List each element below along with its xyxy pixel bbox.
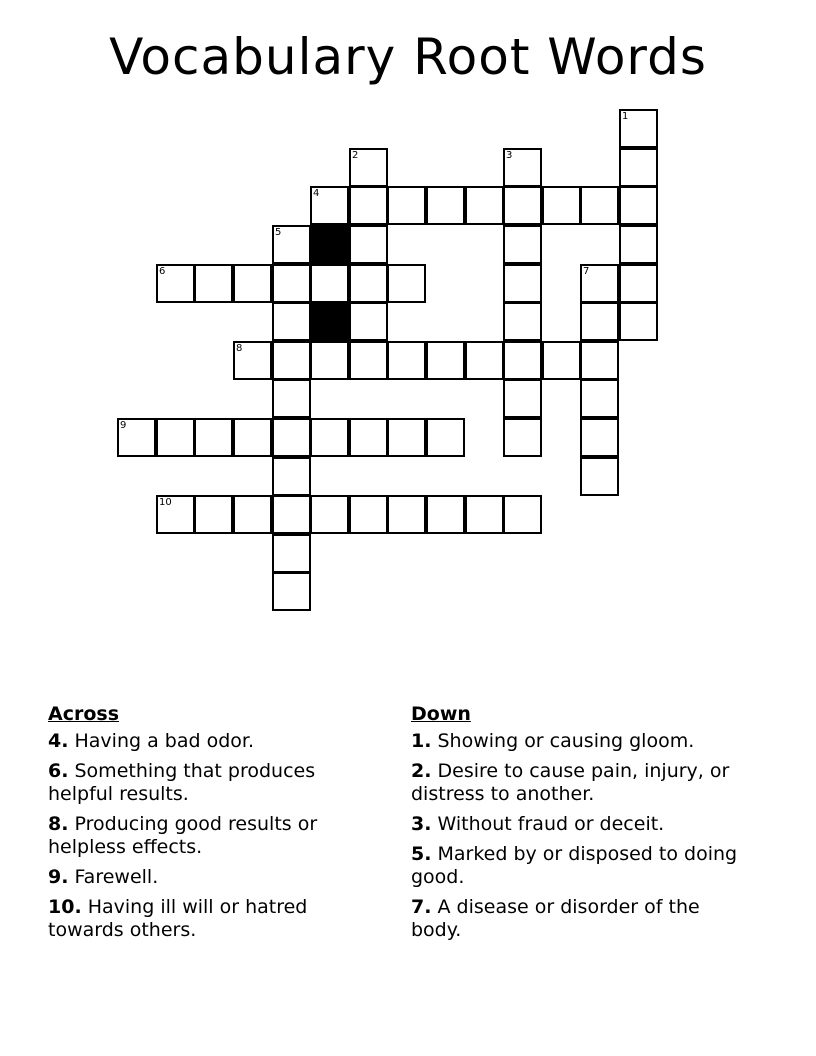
grid-cell[interactable] xyxy=(233,418,272,457)
grid-cell[interactable] xyxy=(349,148,388,187)
grid-cell[interactable] xyxy=(426,418,465,457)
grid-cell[interactable] xyxy=(503,264,542,303)
grid-cell[interactable] xyxy=(349,302,388,341)
clue-text: Marked by or disposed to doing good. xyxy=(411,843,738,888)
grid-cell[interactable] xyxy=(310,418,349,457)
grid-cell[interactable] xyxy=(272,418,311,457)
clue-across-4 xyxy=(48,730,378,753)
grid-cell[interactable] xyxy=(580,457,619,496)
clue-across-9 xyxy=(48,866,378,889)
clue-text: Producing good results or helpless effects. xyxy=(48,813,318,858)
clue-number: 5. xyxy=(411,843,432,865)
cell-number: 1 xyxy=(622,111,629,122)
clue-text: Showing or causing gloom. xyxy=(437,730,695,752)
grid-cell[interactable] xyxy=(310,495,349,534)
clue-across-6 xyxy=(48,760,378,806)
clue-text: Having ill will or hatred towards others. xyxy=(48,896,308,941)
grid-cell[interactable] xyxy=(233,341,272,380)
grid-cell[interactable] xyxy=(542,186,581,225)
page-title: Vocabulary Root Words xyxy=(109,28,707,86)
grid-block xyxy=(310,225,349,264)
grid-cell[interactable] xyxy=(619,109,658,148)
grid-cell[interactable] xyxy=(580,341,619,380)
grid-cell[interactable] xyxy=(272,225,311,264)
clue-down-2 xyxy=(411,760,751,806)
clue-down-1 xyxy=(411,730,751,753)
grid-cell[interactable] xyxy=(503,495,542,534)
grid-cell[interactable] xyxy=(426,341,465,380)
grid-cell[interactable] xyxy=(272,572,311,611)
cell-number: 3 xyxy=(506,150,513,161)
grid-cell[interactable] xyxy=(580,264,619,303)
cell-number: 5 xyxy=(275,227,282,238)
clue-down-3 xyxy=(411,813,751,836)
grid-cell[interactable] xyxy=(272,457,311,496)
clue-number: 1. xyxy=(411,730,432,752)
clue-across-8 xyxy=(48,813,378,859)
grid-cell[interactable] xyxy=(619,264,658,303)
grid-cell[interactable] xyxy=(310,341,349,380)
clue-across-10 xyxy=(48,896,378,942)
grid-cell[interactable] xyxy=(156,264,195,303)
down-heading: Down xyxy=(411,703,471,725)
clue-down-5 xyxy=(411,843,751,889)
clue-number: 9. xyxy=(48,866,69,888)
grid-cell[interactable] xyxy=(465,341,504,380)
clue-number: 3. xyxy=(411,813,432,835)
grid-cell[interactable] xyxy=(619,225,658,264)
grid-cell[interactable] xyxy=(310,264,349,303)
grid-cell[interactable] xyxy=(426,186,465,225)
clue-number: 7. xyxy=(411,896,432,918)
grid-cell[interactable] xyxy=(387,186,426,225)
cell-number: 10 xyxy=(159,497,172,508)
grid-cell[interactable] xyxy=(272,341,311,380)
grid-cell[interactable] xyxy=(194,264,233,303)
grid-cell[interactable] xyxy=(156,418,195,457)
cell-number: 8 xyxy=(236,343,243,354)
grid-cell[interactable] xyxy=(426,495,465,534)
grid-cell[interactable] xyxy=(387,341,426,380)
grid-cell[interactable] xyxy=(349,341,388,380)
cell-number: 2 xyxy=(352,150,359,161)
clue-down-7 xyxy=(411,896,751,942)
cell-number: 7 xyxy=(583,266,590,277)
grid-cell[interactable] xyxy=(272,302,311,341)
grid-cell[interactable] xyxy=(387,495,426,534)
grid-cell[interactable] xyxy=(233,264,272,303)
grid-cell[interactable] xyxy=(272,379,311,418)
grid-cell[interactable] xyxy=(580,302,619,341)
grid-cell[interactable] xyxy=(619,148,658,187)
grid-cell[interactable] xyxy=(503,225,542,264)
clue-text: Having a bad odor. xyxy=(74,730,254,752)
grid-cell[interactable] xyxy=(387,264,426,303)
grid-cell[interactable] xyxy=(156,495,195,534)
grid-cell[interactable] xyxy=(194,495,233,534)
clue-number: 8. xyxy=(48,813,69,835)
grid-cell[interactable] xyxy=(272,495,311,534)
clue-number: 2. xyxy=(411,760,432,782)
grid-cell[interactable] xyxy=(580,379,619,418)
grid-cell[interactable] xyxy=(542,341,581,380)
grid-cell[interactable] xyxy=(503,379,542,418)
grid-cell[interactable] xyxy=(465,186,504,225)
cell-number: 9 xyxy=(120,420,127,431)
clue-text: Without fraud or deceit. xyxy=(437,813,665,835)
grid-cell[interactable] xyxy=(503,302,542,341)
grid-cell[interactable] xyxy=(503,341,542,380)
clue-number: 4. xyxy=(48,730,69,752)
clue-text: Something that produces helpful results. xyxy=(48,760,316,805)
grid-cell[interactable] xyxy=(272,534,311,573)
clue-text: A disease or disorder of the body. xyxy=(411,896,700,941)
clue-number: 6. xyxy=(48,760,69,782)
cell-number: 6 xyxy=(159,266,166,277)
grid-cell[interactable] xyxy=(503,418,542,457)
grid-cell[interactable] xyxy=(272,264,311,303)
grid-cell[interactable] xyxy=(349,186,388,225)
grid-block xyxy=(310,302,349,341)
across-clues xyxy=(48,703,378,949)
grid-cell[interactable] xyxy=(349,264,388,303)
grid-cell[interactable] xyxy=(580,418,619,457)
cell-number: 4 xyxy=(313,188,320,199)
grid-cell[interactable] xyxy=(310,186,349,225)
grid-cell[interactable] xyxy=(503,148,542,187)
grid-cell[interactable] xyxy=(387,418,426,457)
grid-cell[interactable] xyxy=(349,418,388,457)
grid-cell[interactable] xyxy=(465,495,504,534)
grid-cell[interactable] xyxy=(619,186,658,225)
clue-text: Farewell. xyxy=(74,866,159,888)
grid-cell[interactable] xyxy=(194,418,233,457)
grid-cell[interactable] xyxy=(349,495,388,534)
clue-text: Desire to cause pain, injury, or distress to another. xyxy=(411,760,730,805)
grid-cell[interactable] xyxy=(117,418,156,457)
down-clues xyxy=(411,703,751,949)
grid-cell[interactable] xyxy=(503,186,542,225)
grid-cell[interactable] xyxy=(580,186,619,225)
grid-cell[interactable] xyxy=(349,225,388,264)
grid-cell[interactable] xyxy=(619,302,658,341)
clue-number: 10. xyxy=(48,896,82,918)
across-heading: Across xyxy=(48,703,120,725)
grid-cell[interactable] xyxy=(233,495,272,534)
